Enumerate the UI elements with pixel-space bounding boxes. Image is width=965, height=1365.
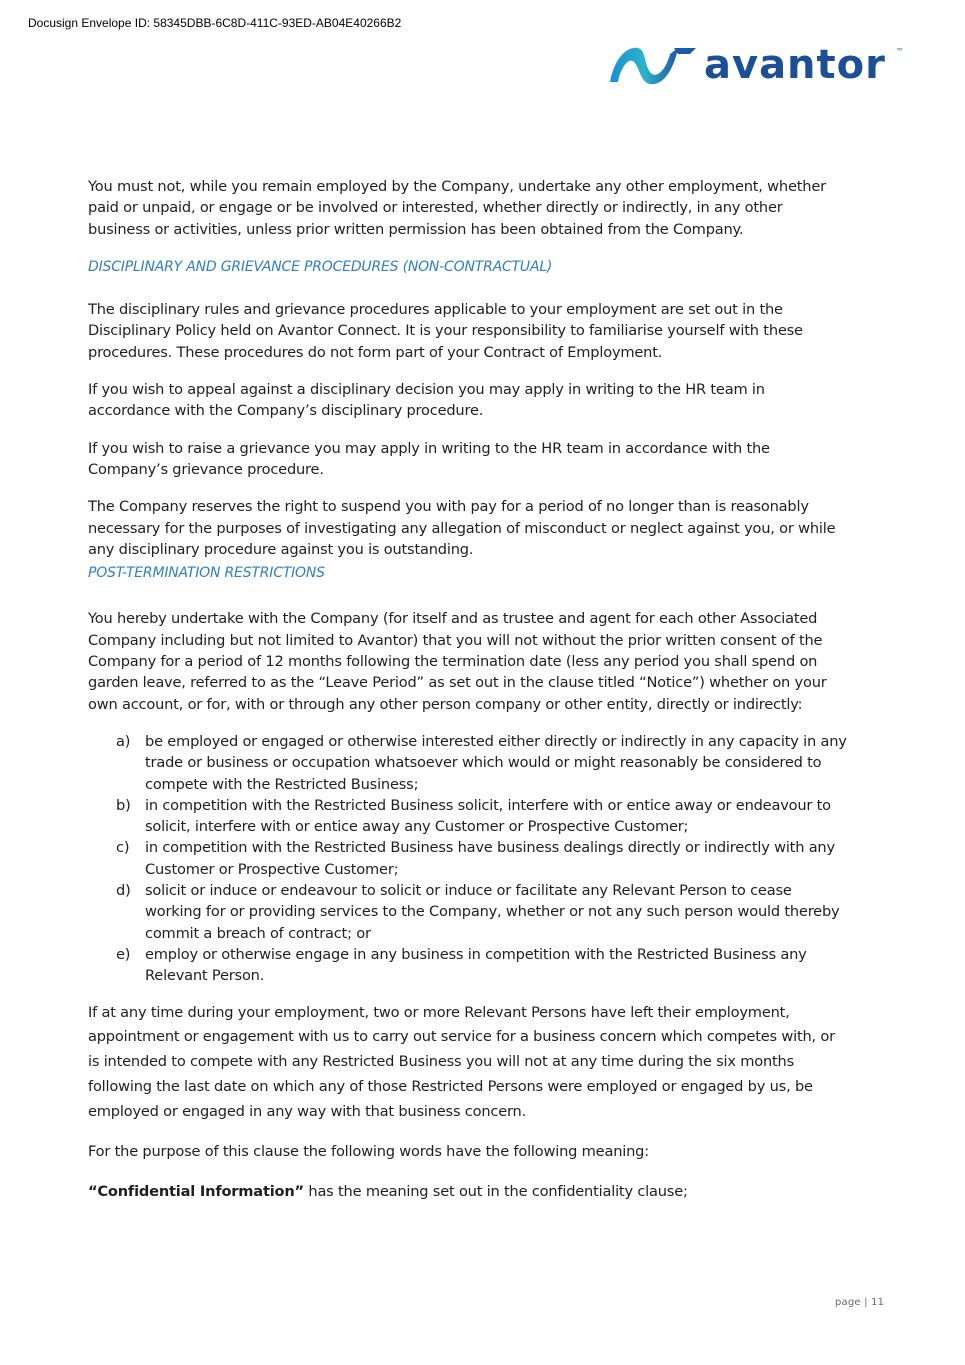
page-number: page | 11 [835, 1297, 885, 1308]
logo-trademark: ™ [896, 47, 904, 56]
paragraph-other-employment: You must not, while you remain employed by the Company, undertake any other employment, whether paid or unpaid, or engage or be involved or interested, whether directly or indirectly, in any other business or activities, unless prior written permission has been obtained from the Company. [88, 178, 826, 238]
list-item [88, 944, 848, 987]
logo-mark-icon [610, 48, 678, 84]
paragraph-definitions-intro: For the purpose of this clause the following words have the following meaning: [88, 1143, 649, 1161]
paragraph-relevant-persons: If at any time during your employment, two or more Relevant Persons have left their employment, appointment or engagement with us to carry out service for a business concern which competes with, or is intended to compete with any Restricted Business you will not at any time during the six months following the last date on which any of those Restricted Persons were employed or engaged by us, be employed or engaged in any way with that business concern. [88, 1003, 835, 1120]
list-item [88, 837, 848, 880]
envelope-id: Docusign Envelope ID: 58345DBB-6C8D-411C-93ED-AB04E40266B2 [28, 16, 402, 30]
paragraph-grievance: If you wish to raise a grievance you may apply in writing to the HR team in accordance with the Company’s grievance procedure. [88, 439, 770, 478]
heading-post-termination: POST-TERMINATION RESTRICTIONS [88, 565, 325, 582]
list-item-text: solicit or induce or endeavour to solicit or induce or facilitate any Relevant Person to cease working for or providing services to the Company, whether or not any such person would thereby commit a breach of contract; or [145, 882, 840, 942]
paragraph-suspension: The Company reserves the right to suspend you with pay for a period of no longer than is reasonably necessary for the purposes of investigating any allegation of misconduct or neglect against you, or while any disciplinary procedure against you is outstanding. [88, 498, 836, 558]
definition-confidential-information [88, 1181, 848, 1202]
paragraph-disciplinary-appeal: If you wish to appeal against a disciplinary decision you may apply in writing to the HR team in accordance with the Company’s disciplinary procedure. [88, 381, 765, 420]
restrictions-list [88, 731, 848, 987]
list-item-text: in competition with the Restricted Business have business dealings directly or indirectly with any Customer or Prospective Customer; [145, 839, 835, 878]
list-marker: d) [116, 882, 131, 900]
list-item-text: be employed or engaged or otherwise interested either directly or indirectly in any capacity in any trade or business or occupation whatsoever which would or might reasonably be considered to compete with the Restricted Business; [145, 732, 847, 793]
paragraph-disciplinary-rules: The disciplinary rules and grievance procedures applicable to your employment are set out in the Disciplinary Policy held on Avantor Connect. It is your responsibility to familiarise yourself with these procedures. These procedures do not form part of your Contract of Employment. [88, 301, 803, 361]
document-body [88, 176, 848, 1202]
paragraph-post-termination: You hereby undertake with the Company (for itself and as trustee and agent for each other Associated Company including but not limited to Avantor) that you will not without the prior written consent of the Company for a period of 12 months following the termination date (less any period you shall spend on garden leave, referred to as the “Leave Period” as set out in the clause titled “Notice”) whether on your own account, or for, with or through any other person company or other entity, directly or indirectly: [88, 610, 827, 713]
list-item-text: employ or otherwise engage in any business in competition with the Restricted Business any Relevant Person. [145, 945, 807, 985]
list-marker: b) [116, 796, 131, 814]
avantor-logo [604, 40, 914, 90]
heading-disciplinary: DISCIPLINARY AND GRIEVANCE PROCEDURES (NON-CONTRACTUAL) [88, 258, 553, 275]
list-item [88, 880, 848, 944]
list-marker: a) [116, 732, 131, 750]
list-marker: c) [116, 839, 130, 857]
logo-wordmark: avantor [704, 42, 886, 88]
definition-term: “Confidential Information” [88, 1182, 304, 1200]
list-marker: e) [116, 945, 131, 963]
definition-text: has the meaning set out in the confidentiality clause; [303, 1182, 688, 1200]
list-item [88, 731, 848, 795]
list-item [88, 795, 848, 838]
list-item-text: in competition with the Restricted Business solicit, interfere with or entice away or endeavour to solicit, interfere with or entice away any Customer or Prospective Customer; [145, 796, 831, 836]
